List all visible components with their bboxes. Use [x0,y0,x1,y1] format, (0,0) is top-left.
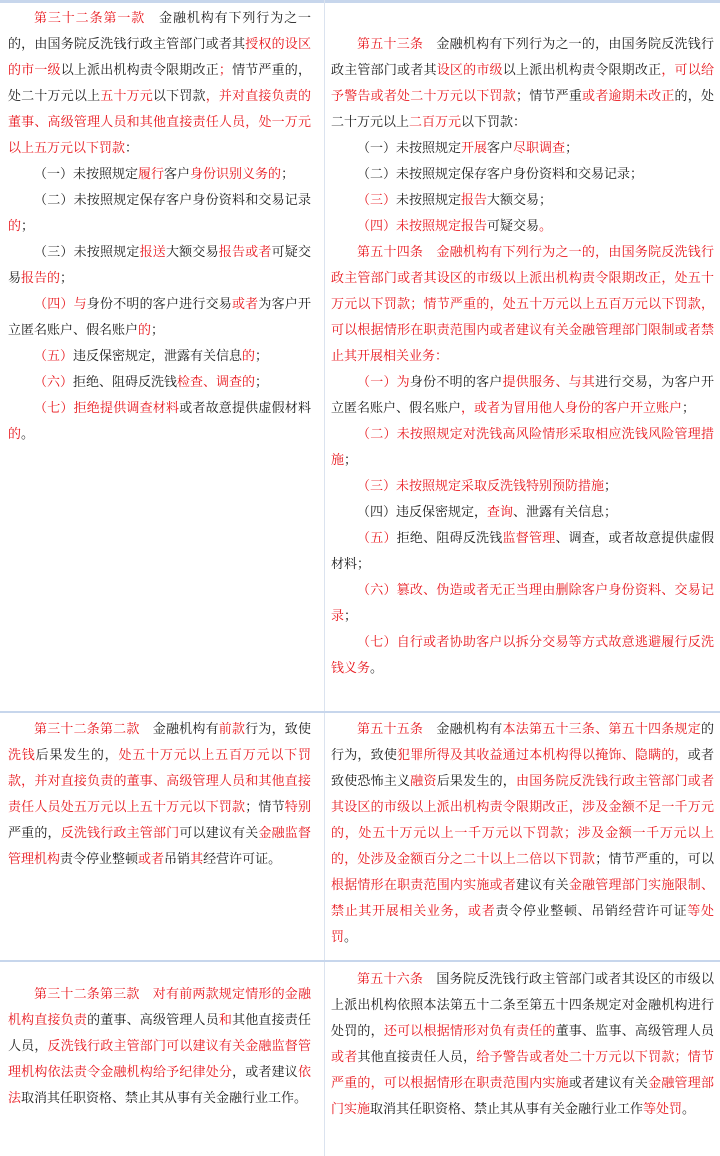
original-text: ； [281,167,295,182]
amended-text: 或者 [138,852,165,867]
original-text: 。 [21,427,35,442]
original-text: 吊销 [164,852,191,867]
s2-new-law-cell [331,717,714,951]
amended-text: 第五十五条 [357,722,424,737]
original-text: 的行为，致使 [331,722,714,763]
original-text: （四）违反保密规定， [357,505,488,520]
original-text: ； [60,271,74,286]
original-text: 董事、监事、高级管理人员 [555,1024,714,1039]
clause-paragraph [331,717,714,951]
clause-paragraph [331,500,714,526]
amended-text: 第五十四条 金融机构有下列行为之一的，由国务院反洗钱行政主管部门或者其设区的市级以上派出机构责令限期改正，处五十万元以下罚款；情节严重的，处五十万元以上五百万元以下罚款，可以根据情形在职责范围内或者建议有关金融管理部门限制或者禁止其开展相关业务： [331,245,714,364]
original-text: 身份不明的客户 [409,375,503,390]
original-text: （一）未按照规定 [357,141,462,156]
original-text: ，或者建议 [232,1065,298,1080]
original-text: 或者建议有关 [568,1076,649,1091]
amended-text: （五） [357,531,397,546]
clause-paragraph [331,474,714,500]
amended-text: 的 [8,427,22,442]
amended-text: 身份识别义务的 [190,167,282,182]
original-text: ； [344,609,358,624]
original-text: 的，处二十万元以上 [331,89,714,130]
clause-paragraph [331,526,714,578]
row-divider-2 [0,960,720,962]
clause-paragraph [331,136,714,162]
original-text: 取消其任职资格、禁止其从事有关金融行业工作 [370,1102,644,1117]
amended-text: （三）未按照规定采取反洗钱特别预防措施 [357,479,605,494]
original-text: 经营许可证。 [203,852,282,867]
amended-text: （四）与 [34,297,87,312]
original-text: 、泄露有关信息； [513,505,618,520]
amended-text: 第三十二条第一款 [34,11,146,26]
amended-text: 监督管理 [502,531,556,546]
amended-text: 由国务院反洗钱行政主管部门或者其设区的市级以上派出机构责令限期改正，涉及金额不足一千万元的，处五十万元以上一千万元以下罚款；涉及金额一千万元以上的，处涉及金额百分之二十以上二倍以下罚款 [331,774,714,867]
original-text: 、调查，或者故意提供虚假材料； [331,531,714,572]
amended-text: 反洗钱行政主管部门可以建议有关金融监督管理机构依法责令金融机构给予纪律处分 [8,1039,311,1080]
s1-new-law-cell [331,32,714,682]
amended-text: 处五十万元以上五百万元以下罚款，并对直接负责的董事、高级管理人员和其他直接责任人员处五万元以上五十万元以下罚款 [8,748,311,815]
original-text: 国务院反洗钱行政主管部门或者其设区的市级以上派出机构依照本法第五十二条至第五十四条规定对金融机构进行处罚的， [331,972,714,1039]
amended-text: 金融管理部门实施限制、禁止其开展相关业务，或者 [331,878,714,919]
amended-text: 开展 [461,141,488,156]
original-text: 责令停业整顿、吊销经营许可证 [495,904,688,919]
amended-text: 给予警告或者处二十万元以下罚款；情节严重的，可以根据情形在职责范围内实施 [331,1050,714,1091]
original-text: 建议有关 [515,878,569,893]
amended-text: 融资 [410,774,437,789]
s1-old-law-cell [8,6,311,448]
original-text: ； [151,323,165,338]
clause-paragraph [331,214,714,240]
original-text: ； [21,219,35,234]
original-text: 。 [370,661,384,676]
amended-text: 授权的设区的市一级 [8,37,311,78]
s3-new-law-cell [331,967,714,1123]
amended-text: 查询 [487,505,514,520]
amended-text: 依法 [8,1065,311,1106]
original-text: 客户 [487,141,514,156]
amended-text: 还可以根据情形对负有责任的 [383,1024,556,1039]
clause-paragraph [8,6,311,162]
original-text: 以上派出机构责令限期改正 [502,63,662,78]
original-text: （二）未按照规定保存客户身份资料和交易记录 [34,193,311,208]
original-text: 金融机构有 [139,722,219,737]
clause-paragraph [8,240,311,292]
amended-text: （四）未按照规定报告 [357,219,488,234]
s3-old-law-cell [8,982,311,1112]
amended-text: 金融监督管理机构 [8,826,311,867]
clause-paragraph [8,188,311,240]
amended-text: ； [218,63,232,78]
amended-text: 报告的 [21,271,61,286]
amended-text: 第五十三条 [357,37,424,52]
original-text: 或者致使恐怖主义 [331,748,714,789]
amended-text: （七）拒绝提供调查材料 [34,401,180,416]
original-text: ； [565,141,579,156]
amended-text: （二）未按照规定对洗钱高风险情形采取相应洗钱风险管理措施 [331,427,714,468]
amended-text: 等处罚 [331,904,714,945]
amended-text: （五） [34,349,74,364]
original-text: 。 [344,930,358,945]
original-text: 以下罚款： [461,115,527,130]
amended-text: 检查、调查的 [177,375,256,390]
original-text: 或者故意提供虚假材料 [179,401,311,416]
original-text: 身份不明的客户进行交易 [86,297,232,312]
amended-text: 报送 [139,245,166,260]
original-text: ： [125,141,139,156]
original-text: ；情节严重 [515,89,583,104]
s2-old-law-cell [8,717,311,873]
clause-paragraph [331,162,714,188]
clause-paragraph [331,630,714,682]
row-divider-1 [0,711,720,713]
amended-text: 的 [242,349,256,364]
original-text: 责令停业整顿 [60,852,139,867]
amended-text: 设区的市级 [436,63,503,78]
clause-paragraph [331,370,714,422]
original-text: ； [255,349,269,364]
original-text: （三）未按照规定 [34,245,140,260]
original-text: ； [604,479,618,494]
amended-text: 提供服务、与其 [502,375,596,390]
amended-text: 第三十二条第三款 对有前两款规定情形的金融机构直接负责 [8,987,311,1028]
original-text: ；情节 [245,800,285,815]
amended-text: （六） [34,375,74,390]
clause-paragraph [331,188,714,214]
amended-text: 反洗钱行政主管部门 [60,826,180,841]
original-text: 金融机构有下列行为之一的，由国务院反洗钱行政主管部门或者其 [331,37,714,78]
amended-text: 等处罚 [643,1102,683,1117]
clause-paragraph [8,396,311,448]
original-text: ； [344,453,358,468]
amended-text: 其 [190,852,204,867]
column-divider [324,0,325,1156]
original-text: 拒绝、阻碍反洗钱 [73,375,178,390]
original-text: 金融机构有 [423,722,503,737]
original-text: 以下罚款 [152,89,206,104]
amended-text: （一）为 [357,375,410,390]
amended-text: 特别 [284,800,311,815]
amended-text: 二百万元 [409,115,462,130]
original-text: 以上派出机构责令限期改正 [60,63,219,78]
original-text: 大额交易； [487,193,553,208]
original-text: 后果发生的， [436,774,516,789]
amended-text: ，可以给予警告或者处二十万元以下罚款 [331,63,714,104]
amended-text: 或者 [331,1050,358,1065]
clause-paragraph [331,422,714,474]
amended-text: （三） [357,193,397,208]
amended-text: 报告或者 [218,245,272,260]
original-text: 为客户开立匿名账户、假名账户 [8,297,311,338]
original-text: 。 [682,1102,696,1117]
original-text: 进行交易，为客户开立匿名账户、假名账户 [331,375,714,416]
amended-text: 本法第五十三条、第五十四条规定 [502,722,701,737]
clause-paragraph [8,344,311,370]
clause-paragraph [331,967,714,1123]
original-text: 严重的， [8,826,61,841]
original-text: ； [255,375,269,390]
clause-paragraph [331,578,714,630]
amended-text: 五十万元 [100,89,153,104]
amended-text: 。 [539,219,553,234]
amended-text: 履行 [138,167,165,182]
clause-paragraph [8,292,311,344]
original-text: 其他直接责任人员， [8,1013,311,1054]
original-text: （二）未按照规定保存客户身份资料和交易记录； [357,167,644,182]
top-border [0,0,720,3]
amended-text: （七）自行或者协助客户以拆分交易等方式故意逃避履行反洗钱义务 [331,635,714,676]
amended-text: 第五十六条 [357,972,424,987]
original-text: 未按照规定 [396,193,462,208]
original-text: 可以建议有关 [179,826,259,841]
original-text: ； [682,401,696,416]
amended-text: （六）篡改、伪造或者无正当理由删除客户身份资料、交易记录 [331,583,714,624]
amended-text: 前款 [218,722,246,737]
original-text: 大额交易 [165,245,219,260]
clause-paragraph [8,982,311,1112]
original-text: 后果发生的， [35,748,119,763]
amended-text: ，并对直接负责的董事、高级管理人员和其他直接责任人员，处一万元以上五万元以下罚款 [8,89,311,156]
amended-text: 和 [218,1013,233,1028]
original-text: 可疑交易 [8,245,311,286]
amended-text: 报告 [461,193,488,208]
amended-text: 尽职调查 [513,141,566,156]
original-text: ；情节严重的，可以 [595,852,714,867]
amended-text: 的 [8,219,22,234]
original-text: 可疑交易 [487,219,540,234]
clause-paragraph [8,717,311,873]
original-text: 客户 [164,167,191,182]
amended-text: 第三十二条第二款 [34,722,140,737]
original-text: 拒绝、阻碍反洗钱 [396,531,503,546]
amended-text: 金融管理部门实施 [331,1076,714,1117]
original-text: 行为，致使 [245,722,311,737]
amended-text: 根据情形在职责范围内实施或者 [331,878,516,893]
original-text: （一）未按照规定 [34,167,139,182]
original-text: 情节严重的，处二十万元以上 [8,63,311,104]
clause-paragraph [331,32,714,136]
original-text: 的董事、高级管理人员 [87,1013,219,1028]
original-text: 其他直接责任人员， [357,1050,477,1065]
amended-text: 犯罪所得及其收益通过本机构得以掩饰、隐瞒的， [397,748,688,763]
amended-text: 的 [138,323,152,338]
amended-text: 或者逾期未改正 [582,89,675,104]
clause-paragraph [331,240,714,370]
original-text: 违反保密规定，泄露有关信息 [73,349,243,364]
amended-text: ，或者为冒用他人身份的客户开立账户 [461,401,683,416]
original-text: 金融机构有下列行为之一的，由国务院反洗钱行政主管部门或者其 [8,11,311,52]
clause-paragraph [8,162,311,188]
amended-text: 或者 [231,297,259,312]
original-text: 取消其任职资格、禁止其从事有关金融行业工作。 [21,1091,308,1106]
clause-paragraph [8,370,311,396]
amended-text: 洗钱 [8,748,36,763]
